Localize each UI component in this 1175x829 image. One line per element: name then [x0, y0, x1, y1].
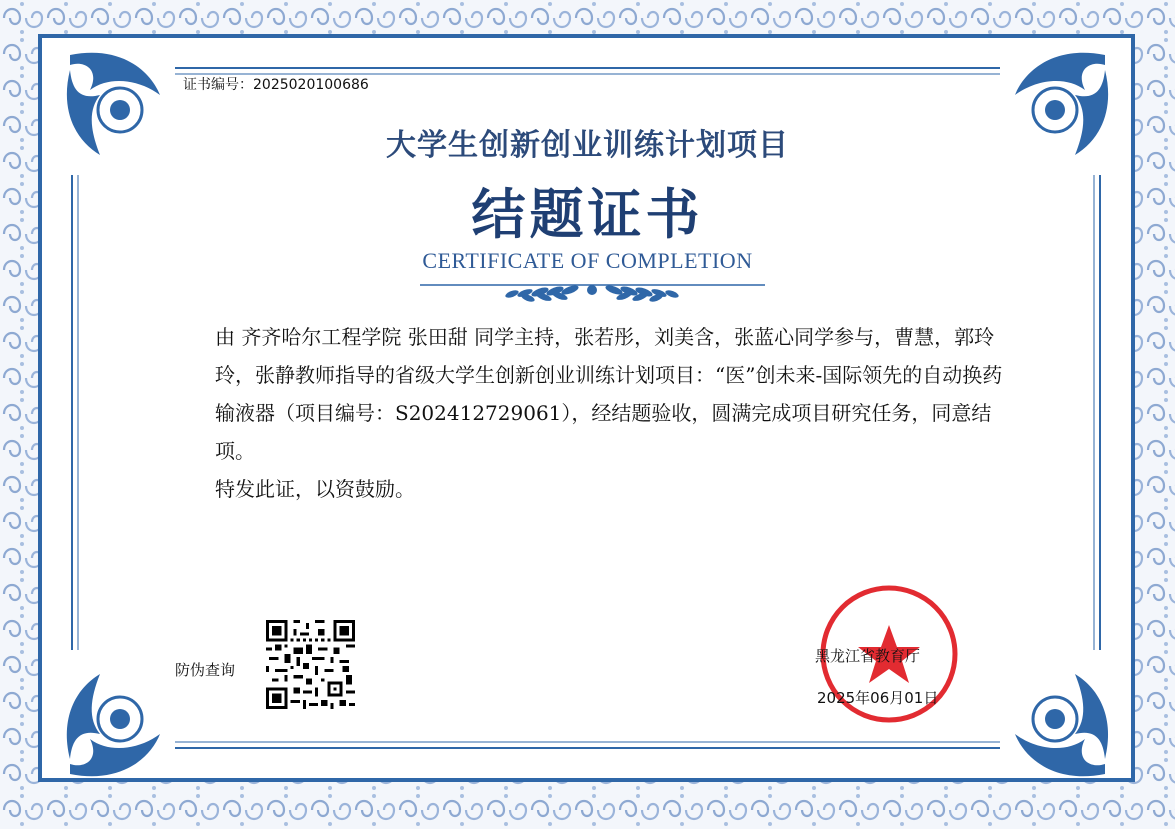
corner-ornament-bottom-right	[1015, 674, 1108, 776]
corner-ornament-bottom-left	[67, 674, 160, 776]
certificate-number	[183, 74, 369, 94]
laurel-icon	[420, 276, 765, 302]
issue-date: 2025年06月01日	[817, 689, 939, 707]
main-title: 结题证书	[471, 182, 704, 246]
certificate-body	[167, 318, 1022, 508]
anti-fake-label: 防伪查询	[175, 661, 236, 679]
english-title: CERTIFICATE OF COMPLETION	[422, 248, 753, 273]
issuer-name: 黑龙江省教育厅	[815, 647, 921, 665]
closing-line: 特发此证，以资鼓励。	[215, 477, 415, 501]
project-heading: 大学生创新创业训练计划项目	[386, 128, 789, 163]
certificate-number-label: 证书编号：	[183, 77, 253, 93]
certificate-number-value: 2025020100686	[253, 77, 369, 93]
body-paragraph: 由 齐齐哈尔工程学院 张田甜 同学主持，张若彤，刘美含，张蓝心同学参与，曹慧，郭玲玲，张静教师指导的省级大学生创新创业训练计划项目：“医”创未来-国际领先的自动换药输液器（项目编号：S202412729061），经结题验收，圆满完成项目研究任务，同意结项。	[215, 325, 1003, 463]
qr-code-icon[interactable]	[266, 620, 355, 709]
